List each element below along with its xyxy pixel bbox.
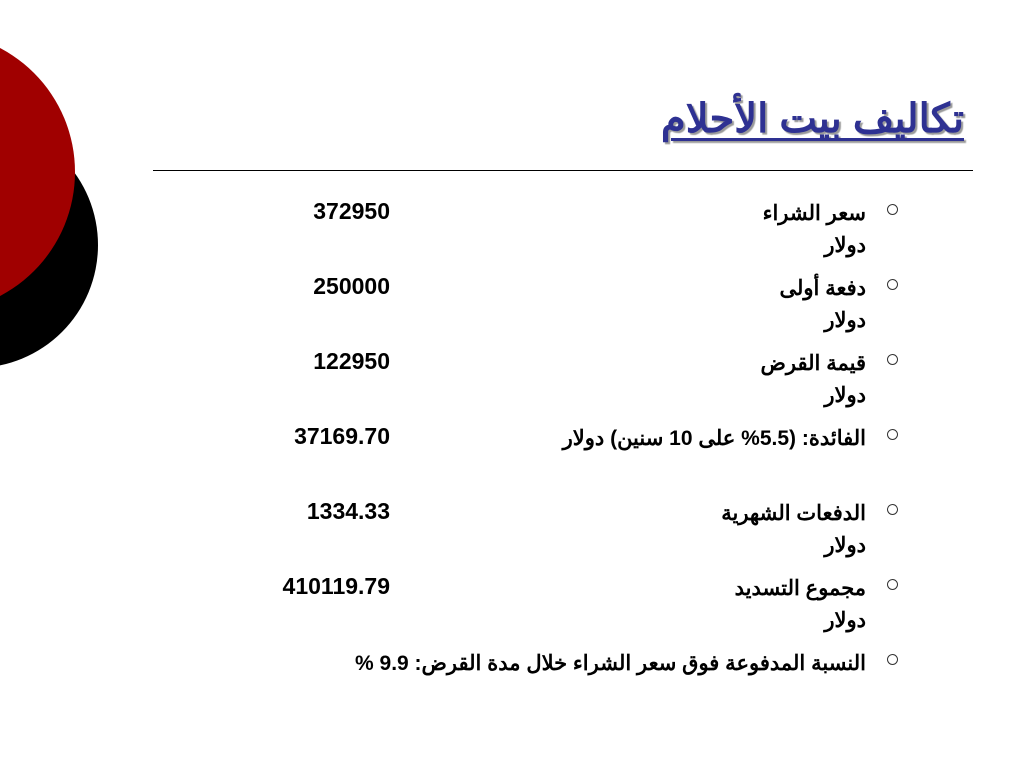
item-value: 372950	[313, 198, 390, 224]
item-label: دفعة أولى دولار	[779, 277, 866, 332]
slide-title: تكاليف بيت الأحلام	[660, 97, 964, 141]
list-item-monthly-payments	[0, 498, 1024, 558]
list-item-interest	[0, 423, 1024, 483]
list-item-loan-amount	[0, 348, 1024, 408]
list-item-total-repayment	[0, 573, 1024, 633]
item-label: الدفعات الشهرية دولار	[721, 502, 866, 557]
list-item-summary	[0, 648, 1024, 708]
item-value: 250000	[313, 273, 390, 299]
item-value: 37169.70	[294, 423, 390, 449]
list-item-down-payment	[0, 273, 1024, 333]
bullet-icon	[887, 354, 898, 365]
title-divider	[153, 170, 973, 171]
bullet-icon	[887, 429, 898, 440]
item-value: 410119.79	[282, 573, 390, 599]
bullet-icon	[887, 279, 898, 290]
list-item-purchase-price	[0, 198, 1024, 258]
item-label: قيمة القرض دولار	[760, 352, 866, 407]
summary-text: النسبة المدفوعة فوق سعر الشراء خلال مدة القرض: 9.9 %	[355, 652, 866, 675]
item-label: سعر الشراء دولار	[762, 202, 866, 257]
item-value: 1334.33	[306, 498, 390, 524]
bullet-icon	[887, 204, 898, 215]
item-label: الفائدة: (5.5% على 10 سنين) دولار	[562, 427, 866, 450]
item-label: مجموع التسديد دولار	[734, 577, 866, 632]
bullet-icon	[887, 654, 898, 665]
bullet-icon	[887, 504, 898, 515]
bullet-icon	[887, 579, 898, 590]
item-value: 122950	[313, 348, 390, 374]
